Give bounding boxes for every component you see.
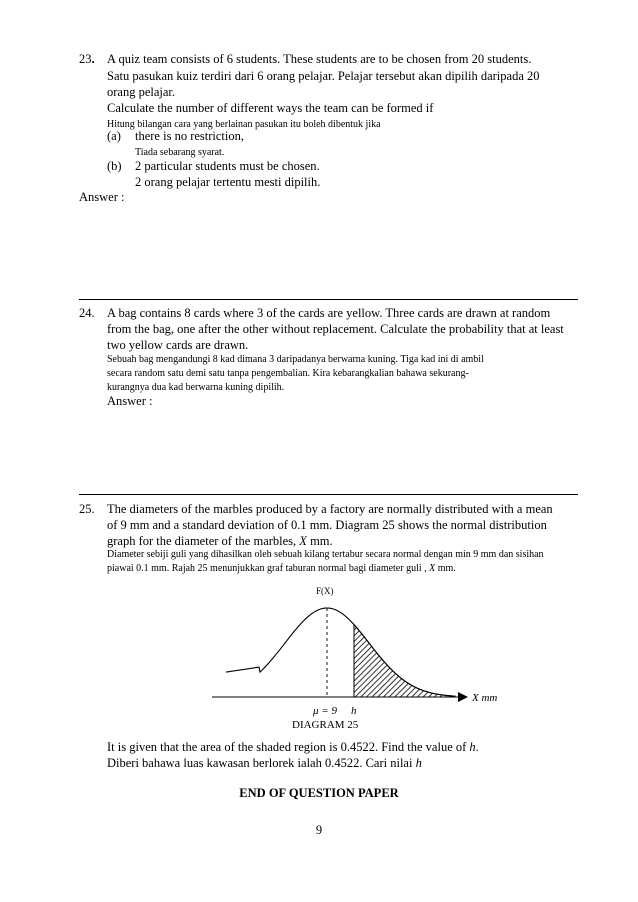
q23-part-b-label: (b)	[107, 159, 122, 173]
q23-part-b-ms: 2 orang pelajar tertentu mesti dipilih.	[135, 175, 321, 189]
q24-number: 24.	[79, 306, 95, 320]
q25-text-en-2: of 9 mm and a standard deviation of 0.1 mm. Diagram 25 shows the normal distribution	[107, 518, 547, 532]
q23-part-a-ms: Tiada sebarang syarat.	[135, 147, 225, 158]
q24-text-en-3: two yellow cards are drawn.	[107, 338, 249, 352]
x-axis-label: X mm	[472, 692, 498, 704]
q23-answer-label: Answer :	[79, 190, 125, 204]
q25-text-en-3: graph for the diameter of the marbles, X mm.	[107, 534, 333, 548]
diagram-caption: DIAGRAM 25	[292, 719, 359, 730]
end-of-paper: END OF QUESTION PAPER	[239, 786, 399, 800]
q25-number: 25.	[79, 502, 95, 516]
divider-q24	[79, 299, 578, 300]
q25-text-ms-2: piawai 0.1 mm. Rajah 25 menunjukkan graf taburan normal bagi diameter guli , X mm.	[107, 563, 456, 574]
q23-number: 23.	[79, 52, 95, 66]
divider-q25	[79, 494, 578, 495]
q24-text-ms-1: Sebuah bag mengandungi 8 kad dimana 3 daripadanya berwarna kuning. Tiga kad ini di ambil	[107, 354, 484, 365]
normal-curve	[226, 608, 455, 696]
q25-text-ms-1: Diameter sebiji guli yang dihasilkan oleh sebuah kilang tertabur secara normal dengan min 9 mm dan sisihan	[107, 549, 544, 560]
q23-part-b-en: 2 particular students must be chosen.	[135, 159, 320, 173]
x-axis-arrow	[458, 692, 468, 702]
q24-text-en-1: A bag contains 8 cards where 3 of the cards are yellow. Three cards are drawn at random	[107, 306, 551, 320]
fx-axis-label: F(X)	[316, 586, 334, 596]
q25-text-en-1: The diameters of the marbles produced by a factory are normally distributed with a mean	[107, 502, 553, 516]
q24-answer-label: Answer :	[107, 394, 153, 408]
q24-text-en-2: from the bag, one after the other without replacement. Calculate the probability that at least	[107, 322, 564, 336]
q23-instruction-en: Calculate the number of different ways the team can be formed if	[107, 101, 434, 115]
q24-text-ms-2: secara random satu demi satu tanpa pengembalian. Kira kebarangkalian bahawa sekurang-	[107, 368, 469, 379]
q23-text-ms: Satu pasukan kuiz terdiri dari 6 orang pelajar. Pelajar tersebut akan dipilih daripada 20	[107, 69, 540, 83]
shaded-region	[354, 625, 455, 697]
normal-distribution-diagram	[200, 580, 510, 730]
h-label: h	[351, 705, 357, 717]
q23-instruction-ms: Hitung bilangan cara yang berlainan pasukan itu boleh dibentuk jika	[107, 119, 381, 130]
q23-part-a-en: there is no restriction,	[135, 129, 244, 143]
q25-given-ms: Diberi bahawa luas kawasan berlorek ialah 0.4522. Cari nilai h	[107, 756, 422, 770]
q23-part-a-label: (a)	[107, 129, 121, 143]
mu-label: μ = 9	[313, 705, 337, 717]
q25-given-en: It is given that the area of the shaded region is 0.4522. Find the value of h.	[107, 740, 479, 754]
page-number: 9	[315, 823, 323, 837]
q24-text-ms-3: kurangnya dua kad berwarna kuning dipilih.	[107, 382, 285, 393]
q23-text-ms-cont: orang pelajar.	[107, 85, 176, 99]
q23-text-en: A quiz team consists of 6 students. These students are to be chosen from 20 students.	[107, 52, 532, 66]
